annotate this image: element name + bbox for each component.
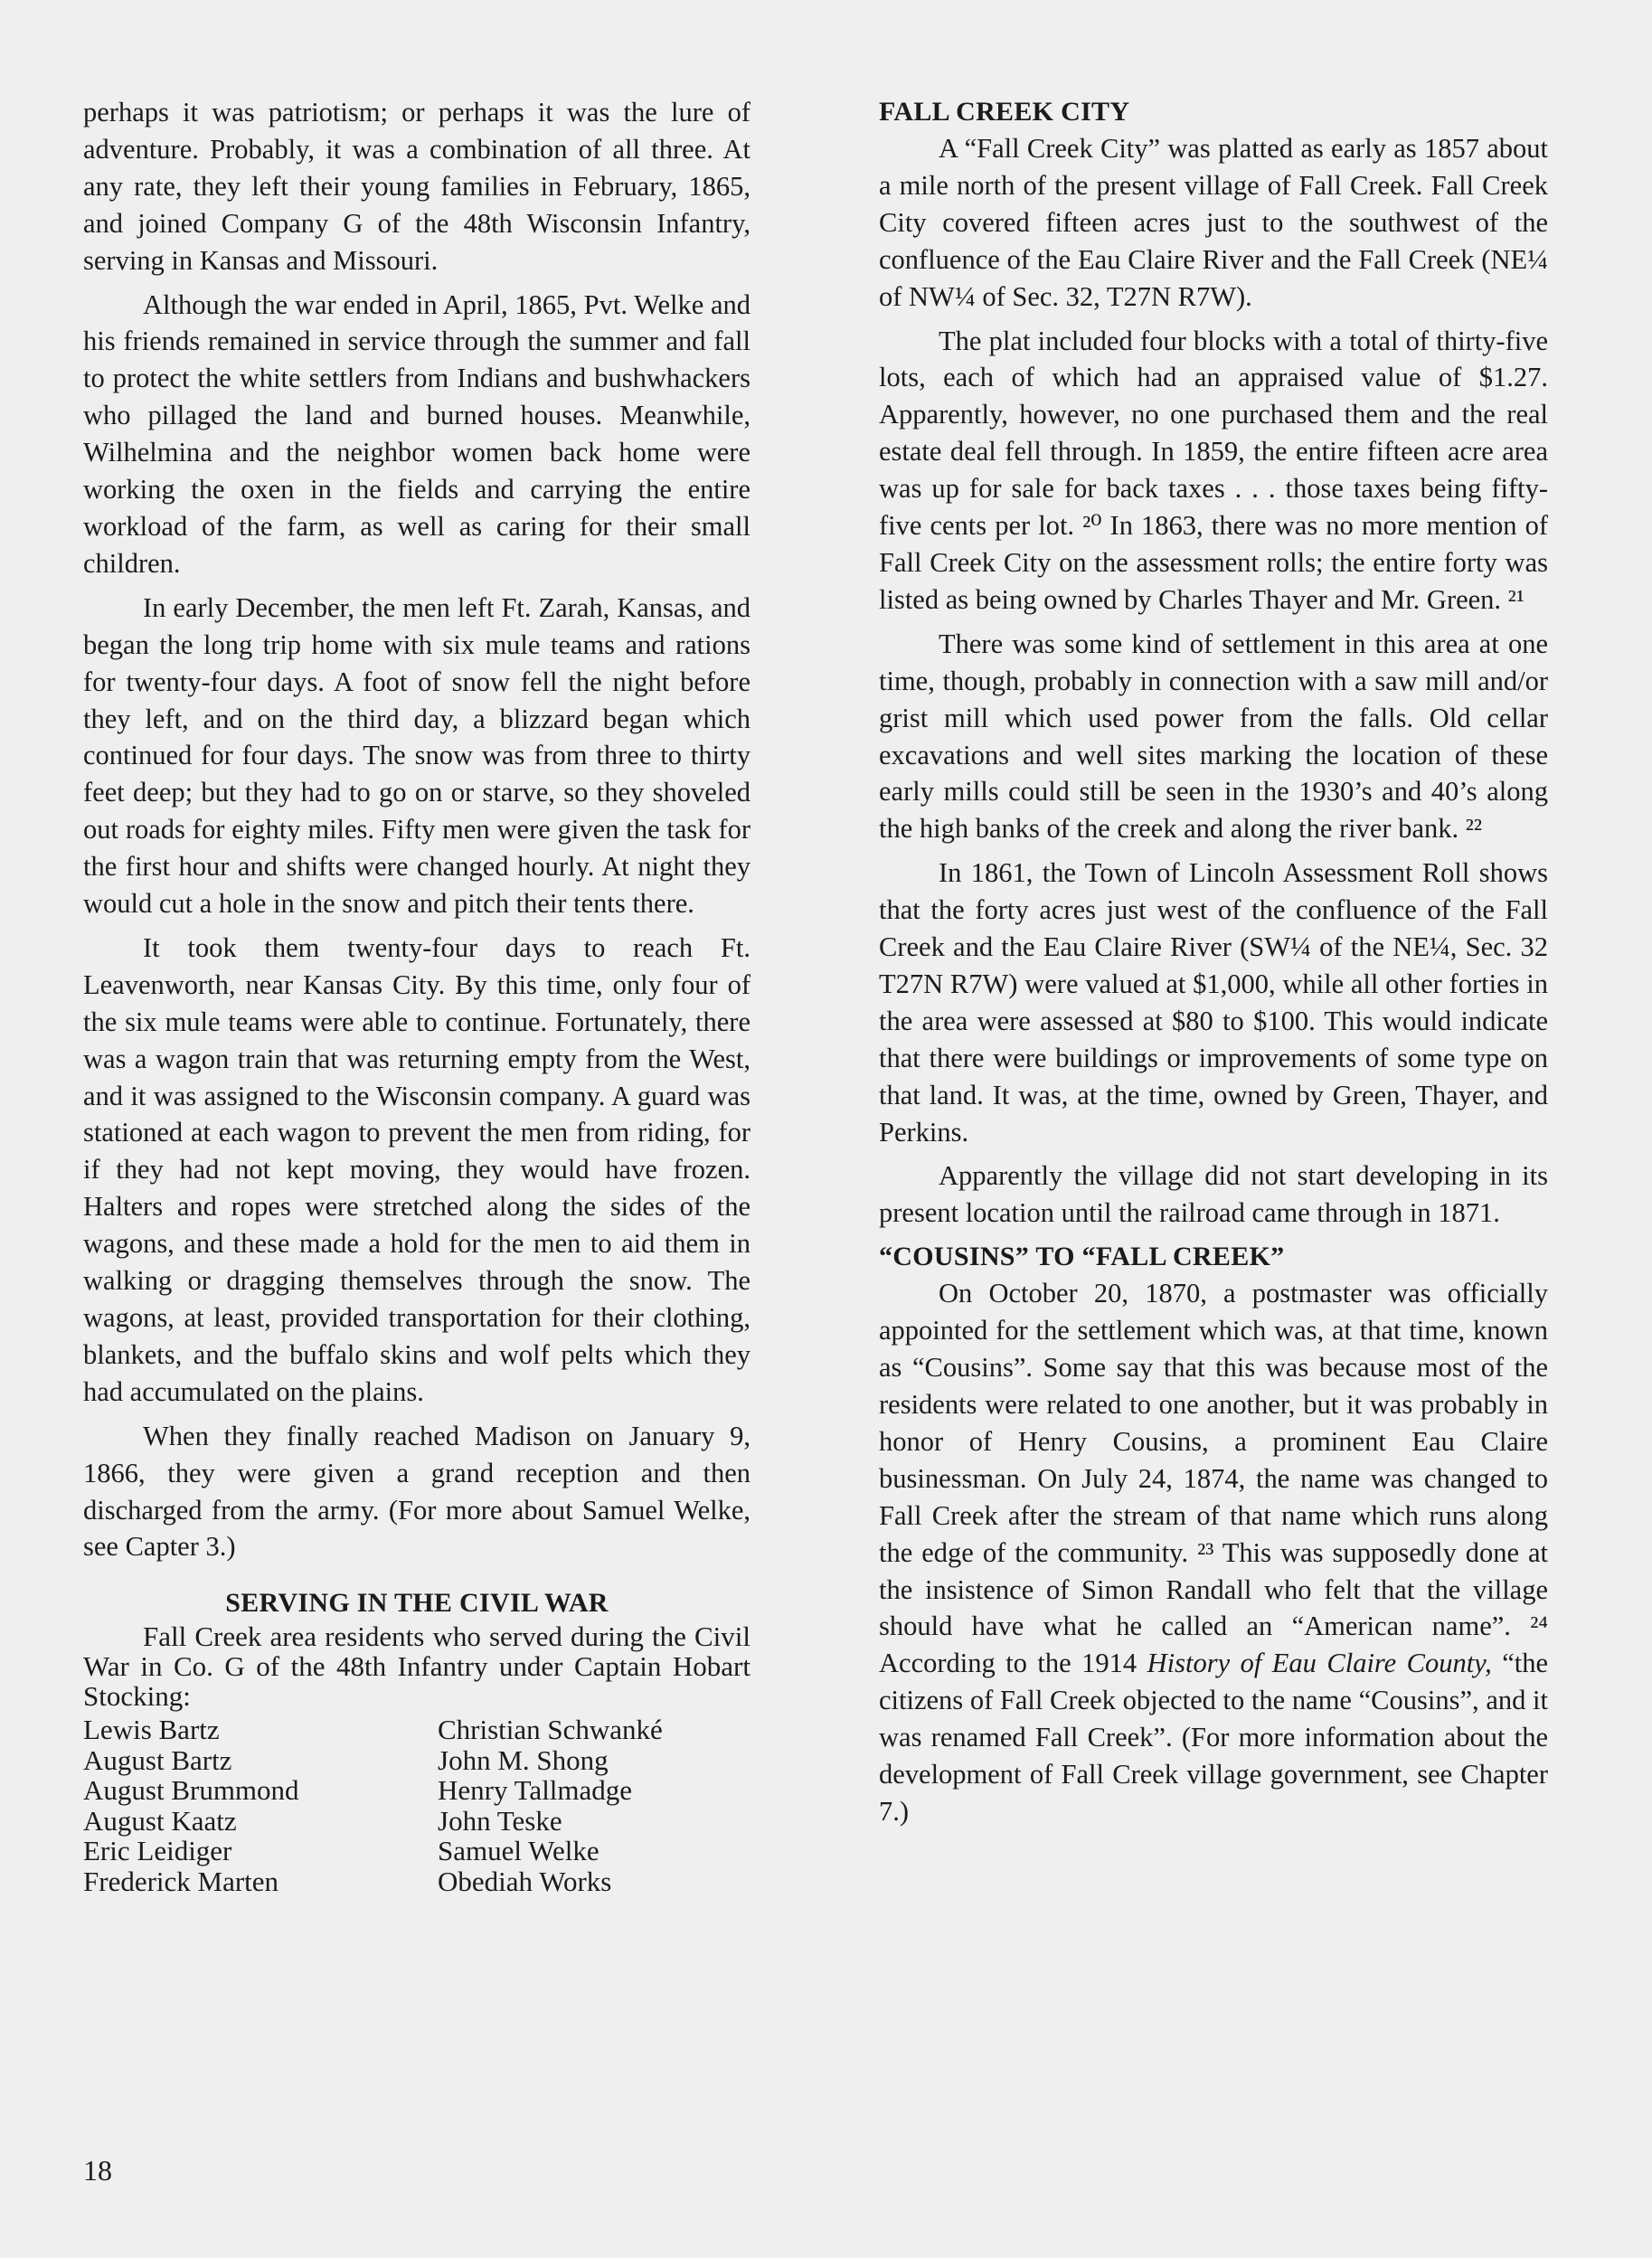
roster-column-1 — [83, 1715, 438, 1896]
roster-name: August Bartz — [83, 1743, 232, 1776]
roster-name: Obediah Works — [438, 1865, 612, 1897]
paragraph: There was some kind of settlement in this area at one time, though, probably in connection with a saw mill and/or grist mill which used power from the falls. Old cellar excavations and well sites marking the location of these early mills could still be seen in the 1930’s and 40’s along the high banks of the creek and along the river bank. ²² — [879, 628, 1548, 845]
roster-name: Samuel Welke — [438, 1835, 599, 1867]
roster-name: Christian Schwanké — [438, 1714, 663, 1746]
roster-name: Henry Tallmadge — [438, 1774, 633, 1807]
section-heading-fall-creek-city: FALL CREEK CITY — [879, 97, 1130, 127]
roster-name: August Brummond — [83, 1774, 299, 1807]
paragraph: Apparently the village did not start developing in its present location until the railroad came through in 1871. — [879, 1160, 1548, 1229]
paragraph-text: “the citizens of Fall Creek objected to the name “Cousins”, and it was renamed Fall Creek”. (For more information about the development of Fall Creek village government, see Chapter 7.) — [879, 1648, 1549, 1827]
paragraph: When they finally reached Madison on January 9, 1866, they were given a grand reception and then discharged from the army. (For more about Samuel Welke, see Capter 3.) — [83, 1420, 750, 1563]
roster-name: John M. Shong — [438, 1743, 609, 1776]
section-heading-civil-war: SERVING IN THE CIVIL WAR — [225, 1588, 609, 1619]
roster-name: Eric Leidiger — [83, 1835, 232, 1867]
section-heading-cousins: “COUSINS” TO “FALL CREEK” — [879, 1242, 1285, 1272]
left-column — [83, 94, 750, 1896]
paragraph: In 1861, the Town of Lincoln Assessment Roll shows that the forty acres just west of the confluence of the Fall Creek and the Eau Claire River (SW¼ of the NE¼, Sec. 32 T27N R7W) were valued at $1,000, while all other forties in the area were assessed at $80 to $100. This would indicate that there were buildings or improvements of some type on that land. It was, at the time, owned by Green, Thayer, and Perkins. — [879, 857, 1548, 1148]
roster-name: John Teske — [438, 1804, 562, 1837]
roster-name: August Kaatz — [83, 1804, 237, 1837]
page-number: 18 — [83, 2154, 112, 2187]
paragraph: perhaps it was patriotism; or perhaps it was the lure of adventure. Probably, it was a combination of all three. At any rate, they left their young families in February, 1865, and joined Company G of the 48th Wisconsin Infantry, serving in Kansas and Missouri. — [83, 97, 750, 276]
roster-column-2 — [438, 1715, 663, 1896]
book-title: History of Eau Claire County, — [1147, 1648, 1492, 1679]
right-column — [879, 94, 1548, 1830]
roster-name: Lewis Bartz — [83, 1714, 220, 1746]
paragraph — [879, 1275, 1548, 1830]
paragraph: The plat included four blocks with a total of thirty-five lots, each of which had an appraised value of $1.27. Apparently, however, no one purchased them and the real estate deal fell through. In 1859, the entire fifteen acre area was up for sale for back taxes . . . those taxes being fifty-five cents per lot. ²⁰ In 1863, there was no more mention of Fall Creek City on the assessment rolls; the entire forty was listed as being owned by Charles Thayer and Mr. Green. ²¹ — [879, 325, 1548, 615]
paragraph: A “Fall Creek City” was platted as early as 1857 about a mile north of the present village of Fall Creek. Fall Creek City covered fifteen acres just to the southwest of the confluence of the Eau Claire River and the Fall Creek (NE¼ of NW¼ of Sec. 32, T27N R7W). — [879, 133, 1548, 312]
paragraph-text: On October 20, 1870, a postmaster was officially appointed for the settlement which was, at that time, known as “Cousins”. Some say that this was because most of the residents were related to one another, but it was probably in honor of Henry Cousins, a prominent Eau Claire businessman. On July 24, 1874, the name was changed to Fall Creek after the stream of that name which runs along the edge of the community. ²³ This was supposedly done at the insistence of Simon Randall who felt that the village should have what he called an “American name”. ²⁴ According to the 1914 — [879, 1278, 1548, 1679]
paragraph: In early December, the men left Ft. Zarah, Kansas, and began the long trip home with six mule teams and rations for twenty-four days. A foot of snow fell the night before they left, and on the third day, a blizzard began which continued for four days. The snow was from three to thirty feet deep; but they had to go on or starve, so they shoveled out roads for eighty miles. Fifty men were given the task for the first hour and shifts were changed hourly. At night they would cut a hole in the snow and pitch their tents there. — [83, 591, 750, 920]
roster-name: Frederick Marten — [83, 1865, 279, 1897]
paragraph: Although the war ended in April, 1865, Pvt. Welke and his friends remained in service through the summer and fall to protect the white settlers from Indians and bushwhackers who pillaged the land and burned houses. Meanwhile, Wilhelmina and the neighbor women back home were working the oxen in the fields and carrying the entire workload of the farm, as well as caring for their small children. — [83, 288, 750, 579]
paragraph: It took them twenty-four days to reach Ft. Leavenworth, near Kansas City. By this time, only four of the six mule teams were able to continue. Fortunately, there was a wagon train that was returning empty from the West, and it was assigned to the Wisconsin company. A guard was stationed at each wagon to prevent the men from riding, for if they had not kept moving, they would have frozen. Halters and ropes were stretched along the sides of the wagons, and these made a hold for the men to aid them in walking or dragging themselves through the snow. The wagons, at least, provided transportation for their clothing, blankets, and the buffalo skins and wolf pelts which they had accumulated on the plains. — [83, 931, 750, 1407]
roster-intro: Fall Creek area residents who served during the Civil War in Co. G of the 48th Infantry under Captain Hobart Stocking: — [83, 1620, 750, 1713]
roster-list — [83, 1715, 750, 1896]
